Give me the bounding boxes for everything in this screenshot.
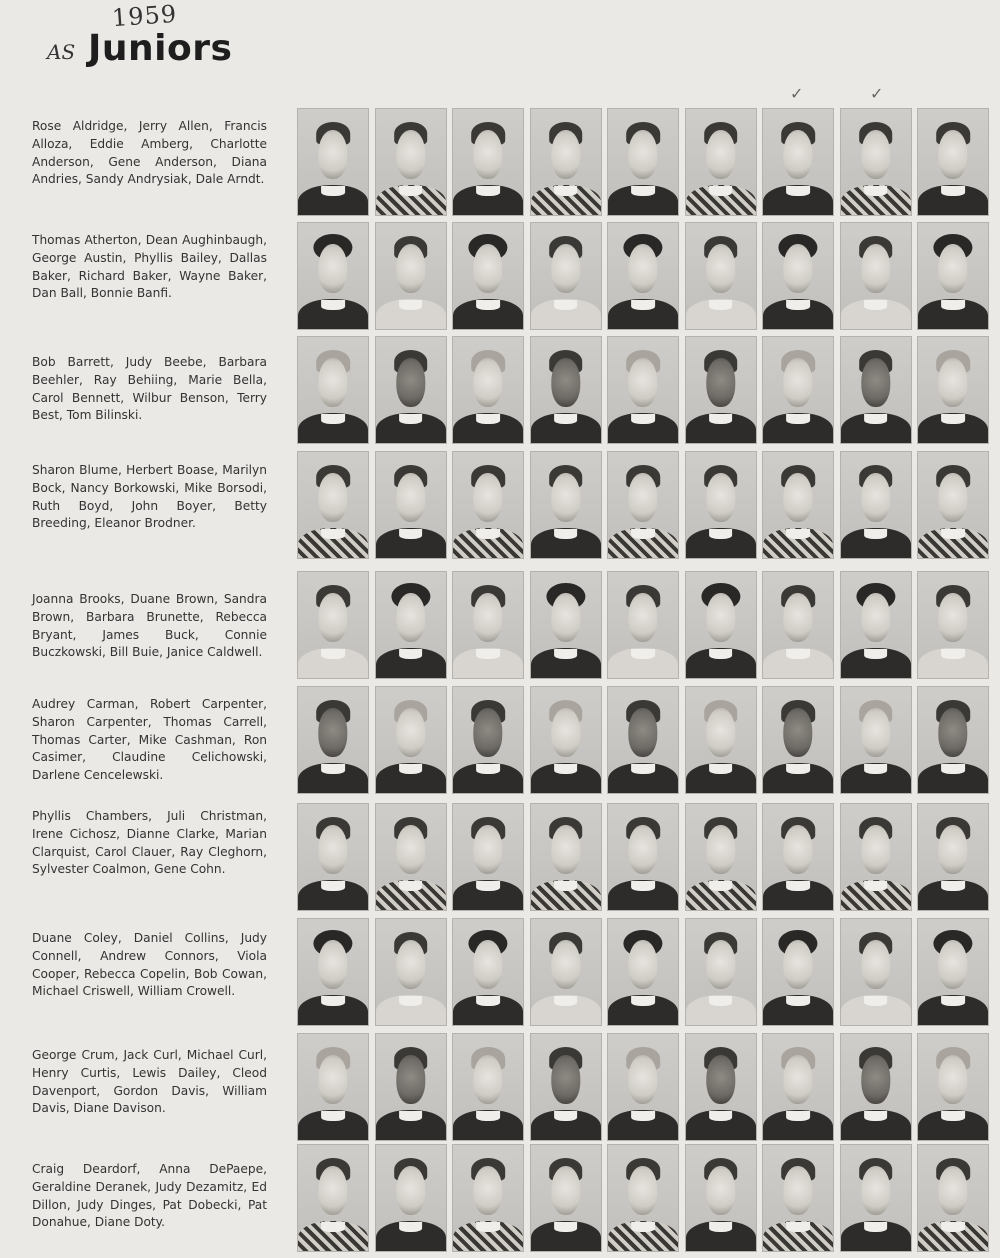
portrait-collar [321,414,345,424]
portrait-collar [709,1111,733,1121]
portrait-head [783,358,812,407]
portrait-collar [321,529,345,539]
portrait-collar [941,649,965,659]
portrait-collar [476,649,500,659]
portrait-collar [786,996,810,1006]
portrait-collar [476,1222,500,1232]
names-block-7: Phyllis Chambers, Juli Christman, Irene Cichosz, Dianne Clarke, Marian Clarquist, Carol Clauer, Ray Cleghorn, Sylvester Coalmon, Gene Cohn. [32,809,267,877]
student-portrait [607,571,679,679]
portrait-collar [321,996,345,1006]
portrait-head [318,473,347,522]
student-portrait [530,1144,602,1252]
student-portrait [297,803,369,911]
student-portrait [685,918,757,1026]
portrait-collar [399,1222,423,1232]
portrait-head [551,358,580,407]
portrait-head [706,1166,735,1215]
portrait-head [783,940,812,989]
portrait-head [318,358,347,407]
student-portrait [375,571,447,679]
portrait-head [861,130,890,179]
portrait-head [551,708,580,757]
portrait-head [473,825,502,874]
portrait-collar [554,414,578,424]
portrait-head [551,130,580,179]
portrait-collar [709,996,733,1006]
portrait-head [706,244,735,293]
portrait-head [318,593,347,642]
portrait-head [318,940,347,989]
portrait-collar [709,414,733,424]
student-portrait [917,108,989,216]
portrait-collar [399,529,423,539]
portrait-collar [864,529,888,539]
portrait-head [551,940,580,989]
portrait-collar [709,764,733,774]
portrait-head [318,825,347,874]
student-portrait [297,108,369,216]
student-portrait [607,108,679,216]
portrait-collar [786,186,810,196]
portrait-head [551,473,580,522]
portrait-collar [554,1111,578,1121]
portrait-head [938,1055,967,1104]
portrait-head [706,825,735,874]
portrait-head [783,244,812,293]
portrait-head [473,708,502,757]
student-portrait [917,686,989,794]
portrait-collar [321,300,345,310]
portrait-head [628,1166,657,1215]
portrait-collar [631,996,655,1006]
portrait-collar [476,414,500,424]
portrait-collar [321,764,345,774]
names-block-6: Audrey Carman, Robert Carpenter, Sharon Carpenter, Thomas Carrell, Thomas Carter, Mike Cashman, Ron Casimer, Claudine Celichowski, Darlene Cencelewski. [32,697,267,783]
portrait-collar [476,881,500,891]
student-portrait [297,1144,369,1252]
portrait-head [396,473,425,522]
portrait-collar [786,529,810,539]
student-portrait [840,918,912,1026]
portrait-collar [941,881,965,891]
portrait-collar [631,300,655,310]
photo-row-10 [297,1144,1000,1256]
portrait-head [551,1166,580,1215]
portrait-head [706,473,735,522]
student-portrait [375,451,447,559]
student-portrait [452,336,524,444]
names-block-4: Sharon Blume, Herbert Boase, Marilyn Bock, Nancy Borkowski, Mike Borsodi, Ruth Boyd, John Boyer, Betty Breeding, Eleanor Brodner. [32,463,267,531]
student-portrait [297,451,369,559]
student-portrait [375,1033,447,1141]
student-portrait [917,222,989,330]
student-portrait [917,571,989,679]
portrait-collar [554,881,578,891]
portrait-head [783,708,812,757]
portrait-head [861,708,890,757]
handwritten-year: 1959 [111,0,178,33]
portrait-collar [786,1111,810,1121]
portrait-collar [709,300,733,310]
student-portrait [452,222,524,330]
portrait-head [938,708,967,757]
student-portrait [375,1144,447,1252]
portrait-head [938,473,967,522]
portrait-collar [399,649,423,659]
portrait-head [783,593,812,642]
student-portrait [297,336,369,444]
student-portrait [917,336,989,444]
student-portrait [762,336,834,444]
handwritten-prefix: AS [47,40,76,64]
portrait-head [396,1166,425,1215]
check-mark: ✓ [870,84,884,103]
portrait-collar [631,1111,655,1121]
student-portrait [840,451,912,559]
names-block-9: George Crum, Jack Curl, Michael Curl, Henry Curtis, Lewis Dailey, Cleod Davenport, Gordon Davis, William Davis, Diane Davison. [32,1048,267,1116]
portrait-collar [554,764,578,774]
portrait-head [473,244,502,293]
photo-row-6 [297,686,1000,798]
student-portrait [452,1144,524,1252]
portrait-collar [321,649,345,659]
student-portrait [530,336,602,444]
portrait-collar [941,764,965,774]
portrait-collar [864,1111,888,1121]
names-block-5: Joanna Brooks, Duane Brown, Sandra Brown, Barbara Brunette, Rebecca Bryant, James Buck, Connie Buczkowski, Bill Buie, Janice Caldwell. [32,592,267,660]
portrait-head [938,130,967,179]
portrait-collar [941,1222,965,1232]
student-portrait [297,1033,369,1141]
portrait-collar [554,186,578,196]
portrait-head [318,130,347,179]
student-portrait [917,1144,989,1252]
names-block-2: Thomas Atherton, Dean Aughinbaugh, George Austin, Phyllis Bailey, Dallas Baker, Richard Baker, Wayne Baker, Dan Ball, Bonnie Banfi. [32,233,267,301]
portrait-collar [554,529,578,539]
portrait-head [861,358,890,407]
portrait-collar [399,414,423,424]
portrait-collar [941,186,965,196]
student-portrait [762,571,834,679]
photo-row-1 [297,108,1000,220]
portrait-collar [399,186,423,196]
student-portrait [917,803,989,911]
student-portrait [452,451,524,559]
check-mark: ✓ [790,84,804,103]
portrait-collar [321,1222,345,1232]
portrait-head [473,1166,502,1215]
student-portrait [840,336,912,444]
portrait-collar [864,300,888,310]
student-portrait [685,108,757,216]
portrait-head [706,593,735,642]
student-portrait [762,803,834,911]
portrait-collar [476,186,500,196]
student-portrait [762,686,834,794]
portrait-collar [631,414,655,424]
student-portrait [452,803,524,911]
portrait-head [318,1166,347,1215]
portrait-head [861,940,890,989]
portrait-head [628,130,657,179]
portrait-collar [709,1222,733,1232]
portrait-head [783,473,812,522]
portrait-head [861,825,890,874]
student-portrait [530,108,602,216]
student-portrait [840,571,912,679]
student-portrait [530,571,602,679]
portrait-head [628,593,657,642]
portrait-head [938,940,967,989]
portrait-collar [399,881,423,891]
photo-row-5 [297,571,1000,683]
portrait-collar [476,1111,500,1121]
portrait-head [628,1055,657,1104]
portrait-collar [864,881,888,891]
portrait-head [473,473,502,522]
portrait-collar [631,1222,655,1232]
portrait-head [551,593,580,642]
portrait-head [318,1055,347,1104]
portrait-collar [399,764,423,774]
portrait-head [551,1055,580,1104]
student-portrait [762,1033,834,1141]
portrait-collar [321,1111,345,1121]
portrait-head [396,130,425,179]
student-portrait [607,336,679,444]
portrait-collar [476,529,500,539]
student-portrait [297,222,369,330]
portrait-collar [476,996,500,1006]
portrait-head [783,1166,812,1215]
photo-row-3 [297,336,1000,448]
student-portrait [762,108,834,216]
portrait-collar [554,1222,578,1232]
student-portrait [840,803,912,911]
student-portrait [530,686,602,794]
portrait-collar [864,1222,888,1232]
portrait-collar [321,881,345,891]
portrait-head [396,940,425,989]
student-portrait [607,1144,679,1252]
portrait-head [628,825,657,874]
student-portrait [607,451,679,559]
portrait-collar [631,764,655,774]
photo-row-7 [297,803,1000,915]
student-portrait [297,686,369,794]
portrait-head [473,593,502,642]
portrait-collar [476,764,500,774]
portrait-head [706,130,735,179]
portrait-collar [399,1111,423,1121]
student-portrait [840,1033,912,1141]
portrait-head [318,244,347,293]
student-portrait [375,336,447,444]
portrait-head [861,1166,890,1215]
student-portrait [685,686,757,794]
portrait-head [628,473,657,522]
names-block-8: Duane Coley, Daniel Collins, Judy Connell, Andrew Connors, Viola Cooper, Rebecca Copelin, Bob Cowan, Michael Criswell, William Crowell. [32,931,267,999]
student-portrait [917,1033,989,1141]
student-portrait [685,571,757,679]
portrait-collar [786,300,810,310]
portrait-head [861,473,890,522]
portrait-head [938,825,967,874]
photo-row-2 [297,222,1000,334]
portrait-collar [709,881,733,891]
student-portrait [375,803,447,911]
portrait-head [783,825,812,874]
portrait-collar [786,649,810,659]
student-portrait [607,686,679,794]
portrait-head [861,1055,890,1104]
portrait-collar [941,1111,965,1121]
portrait-collar [399,996,423,1006]
student-portrait [530,222,602,330]
portrait-collar [864,186,888,196]
portrait-collar [476,300,500,310]
student-portrait [375,686,447,794]
portrait-head [938,1166,967,1215]
portrait-head [473,940,502,989]
portrait-head [551,244,580,293]
student-portrait [917,451,989,559]
portrait-collar [864,414,888,424]
student-portrait [452,108,524,216]
portrait-head [396,708,425,757]
names-block-3: Bob Barrett, Judy Beebe, Barbara Beehler, Ray Behiing, Marie Bella, Carol Bennett, Wilbur Benson, Terry Best, Tom Bilinski. [32,355,267,423]
student-portrait [452,571,524,679]
portrait-collar [631,186,655,196]
portrait-collar [864,996,888,1006]
portrait-head [628,244,657,293]
portrait-head [706,708,735,757]
portrait-head [628,940,657,989]
student-portrait [607,918,679,1026]
student-portrait [375,918,447,1026]
student-portrait [762,222,834,330]
names-block-10: Craig Deardorf, Anna DePaepe, Geraldine Deranek, Judy Dezamitz, Ed Dillon, Judy Dinges, Pat Dobecki, Pat Donahue, Diane Doty. [32,1162,267,1230]
student-portrait [685,222,757,330]
page-title: Juniors [88,28,233,69]
portrait-collar [864,764,888,774]
photo-row-4 [297,451,1000,563]
portrait-collar [941,996,965,1006]
portrait-head [628,708,657,757]
portrait-collar [554,300,578,310]
student-portrait [685,451,757,559]
portrait-collar [709,529,733,539]
student-portrait [452,1033,524,1141]
student-portrait [530,803,602,911]
portrait-collar [786,764,810,774]
portrait-head [318,708,347,757]
portrait-collar [786,1222,810,1232]
portrait-head [473,130,502,179]
portrait-head [551,825,580,874]
student-portrait [685,336,757,444]
portrait-head [396,244,425,293]
portrait-collar [786,414,810,424]
student-portrait [685,1033,757,1141]
student-portrait [685,803,757,911]
portrait-collar [631,881,655,891]
portrait-collar [631,649,655,659]
portrait-head [938,358,967,407]
student-portrait [917,918,989,1026]
portrait-head [473,358,502,407]
student-portrait [607,803,679,911]
portrait-head [396,358,425,407]
portrait-collar [941,414,965,424]
student-portrait [840,686,912,794]
portrait-collar [399,300,423,310]
portrait-head [706,1055,735,1104]
portrait-collar [709,186,733,196]
portrait-head [938,593,967,642]
student-portrait [840,1144,912,1252]
student-portrait [607,222,679,330]
portrait-collar [554,649,578,659]
portrait-head [938,244,967,293]
student-portrait [762,918,834,1026]
portrait-head [628,358,657,407]
student-portrait [297,571,369,679]
portrait-collar [864,649,888,659]
portrait-collar [321,186,345,196]
portrait-head [861,593,890,642]
student-portrait [762,451,834,559]
portrait-head [783,130,812,179]
student-portrait [530,918,602,1026]
portrait-collar [709,649,733,659]
student-portrait [607,1033,679,1141]
portrait-collar [554,996,578,1006]
portrait-head [706,940,735,989]
student-portrait [685,1144,757,1252]
student-portrait [452,686,524,794]
portrait-head [396,1055,425,1104]
portrait-collar [786,881,810,891]
portrait-head [706,358,735,407]
portrait-head [396,825,425,874]
portrait-head [861,244,890,293]
photo-row-9 [297,1033,1000,1145]
names-block-1: Rose Aldridge, Jerry Allen, Francis Alloza, Eddie Amberg, Charlotte Anderson, Gene Anderson, Diana Andries, Sandy Andrysiak, Dale Arndt. [32,119,267,187]
photo-row-8 [297,918,1000,1030]
portrait-collar [631,529,655,539]
portrait-head [396,593,425,642]
student-portrait [375,222,447,330]
student-portrait [530,451,602,559]
student-portrait [297,918,369,1026]
student-portrait [840,222,912,330]
student-portrait [530,1033,602,1141]
student-portrait [762,1144,834,1252]
student-portrait [375,108,447,216]
student-portrait [840,108,912,216]
student-portrait [452,918,524,1026]
portrait-collar [941,529,965,539]
portrait-collar [941,300,965,310]
portrait-head [783,1055,812,1104]
portrait-head [473,1055,502,1104]
